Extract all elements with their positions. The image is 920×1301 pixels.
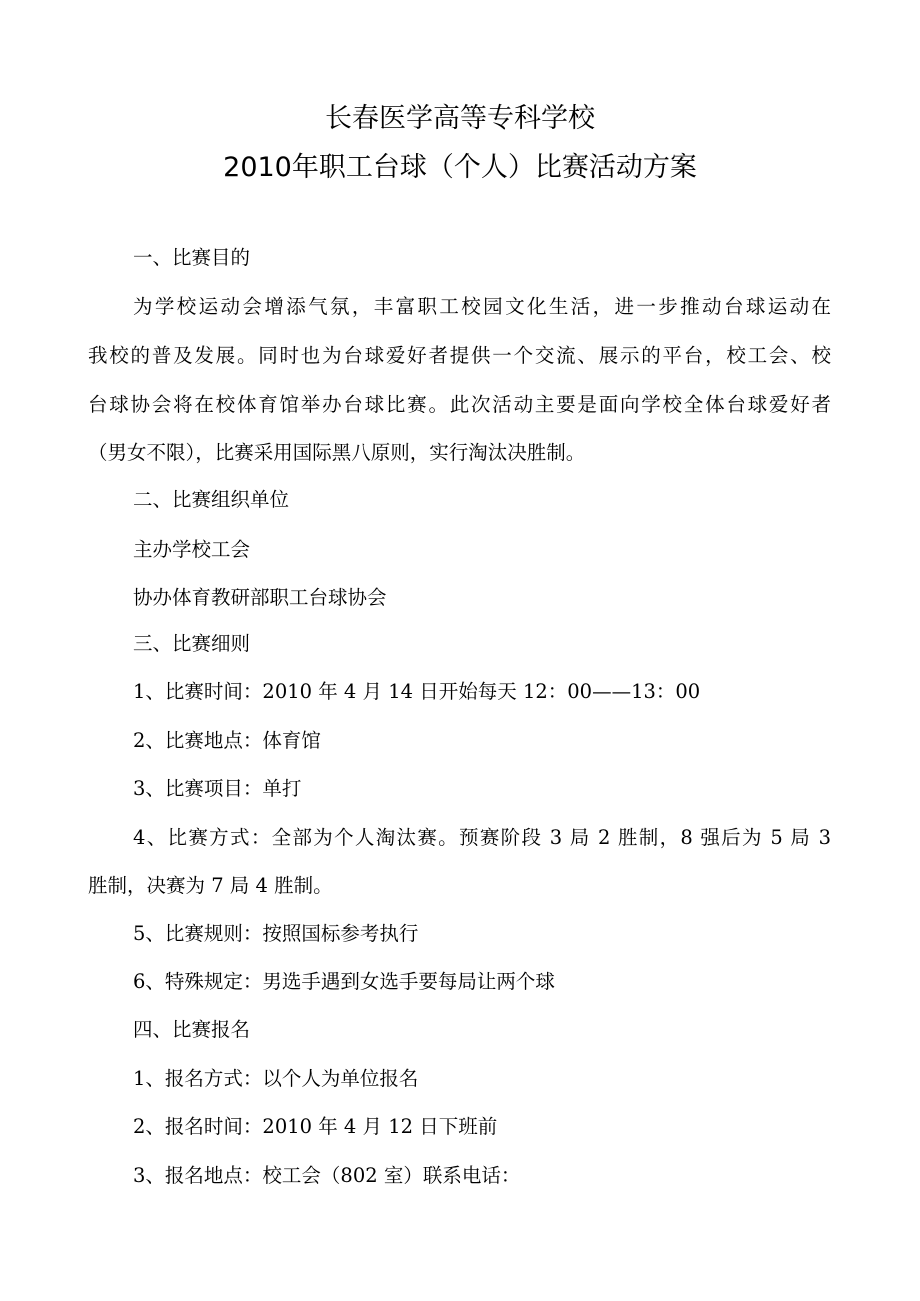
registration-location: 3、报名地点：校工会（802 室）联系电话： [133,1164,521,1187]
section-heading-registration: 四、比赛报名 [133,1018,251,1041]
registration-time: 2、报名时间：2010 年 4 月 12 日下班前 [133,1115,498,1138]
document-title-event: 2010年职工台球（个人）比赛活动方案 [223,152,697,183]
document-title-school: 长春医学高等专科学校 [325,103,595,134]
rule-special: 6、特殊规定：男选手遇到女选手要每局让两个球 [133,970,555,993]
organizer-co-host: 协办体育教研部职工台球协会 [133,586,387,609]
rule-format-line-2: 胜制，决赛为 7 局 4 胜制。 [88,874,333,897]
rule-regulations: 5、比赛规则：按照国标参考执行 [133,922,419,945]
section-heading-rules: 三、比赛细则 [133,632,251,655]
purpose-paragraph-line-1: 为学校运动会增添气氛，丰富职工校园文化生活，进一步推动台球运动在 [133,295,831,318]
rule-time: 1、比赛时间：2010 年 4 月 14 日开始每天 12：00——13：00 [133,680,701,703]
rule-format-line-1: 4、比赛方式：全部为个人淘汰赛。预赛阶段 3 局 2 胜制，8 强后为 5 局 3 [133,826,831,849]
section-heading-organizers: 二、比赛组织单位 [133,488,290,511]
rule-venue: 2、比赛地点：体育馆 [133,729,321,752]
section-heading-purpose: 一、比赛目的 [133,246,251,269]
purpose-paragraph-line-2: 我校的普及发展。同时也为台球爱好者提供一个交流、展示的平台，校工会、校 [88,344,831,367]
purpose-paragraph-line-3: 台球协会将在校体育馆举办台球比赛。此次活动主要是面向学校全体台球爱好者 [88,393,831,416]
rule-event: 3、比赛项目：单打 [133,777,302,800]
organizer-host: 主办学校工会 [133,538,251,561]
registration-method: 1、报名方式：以个人为单位报名 [133,1067,419,1090]
purpose-paragraph-line-4: （男女不限），比赛采用国际黑八原则，实行淘汰决胜制。 [88,441,586,464]
